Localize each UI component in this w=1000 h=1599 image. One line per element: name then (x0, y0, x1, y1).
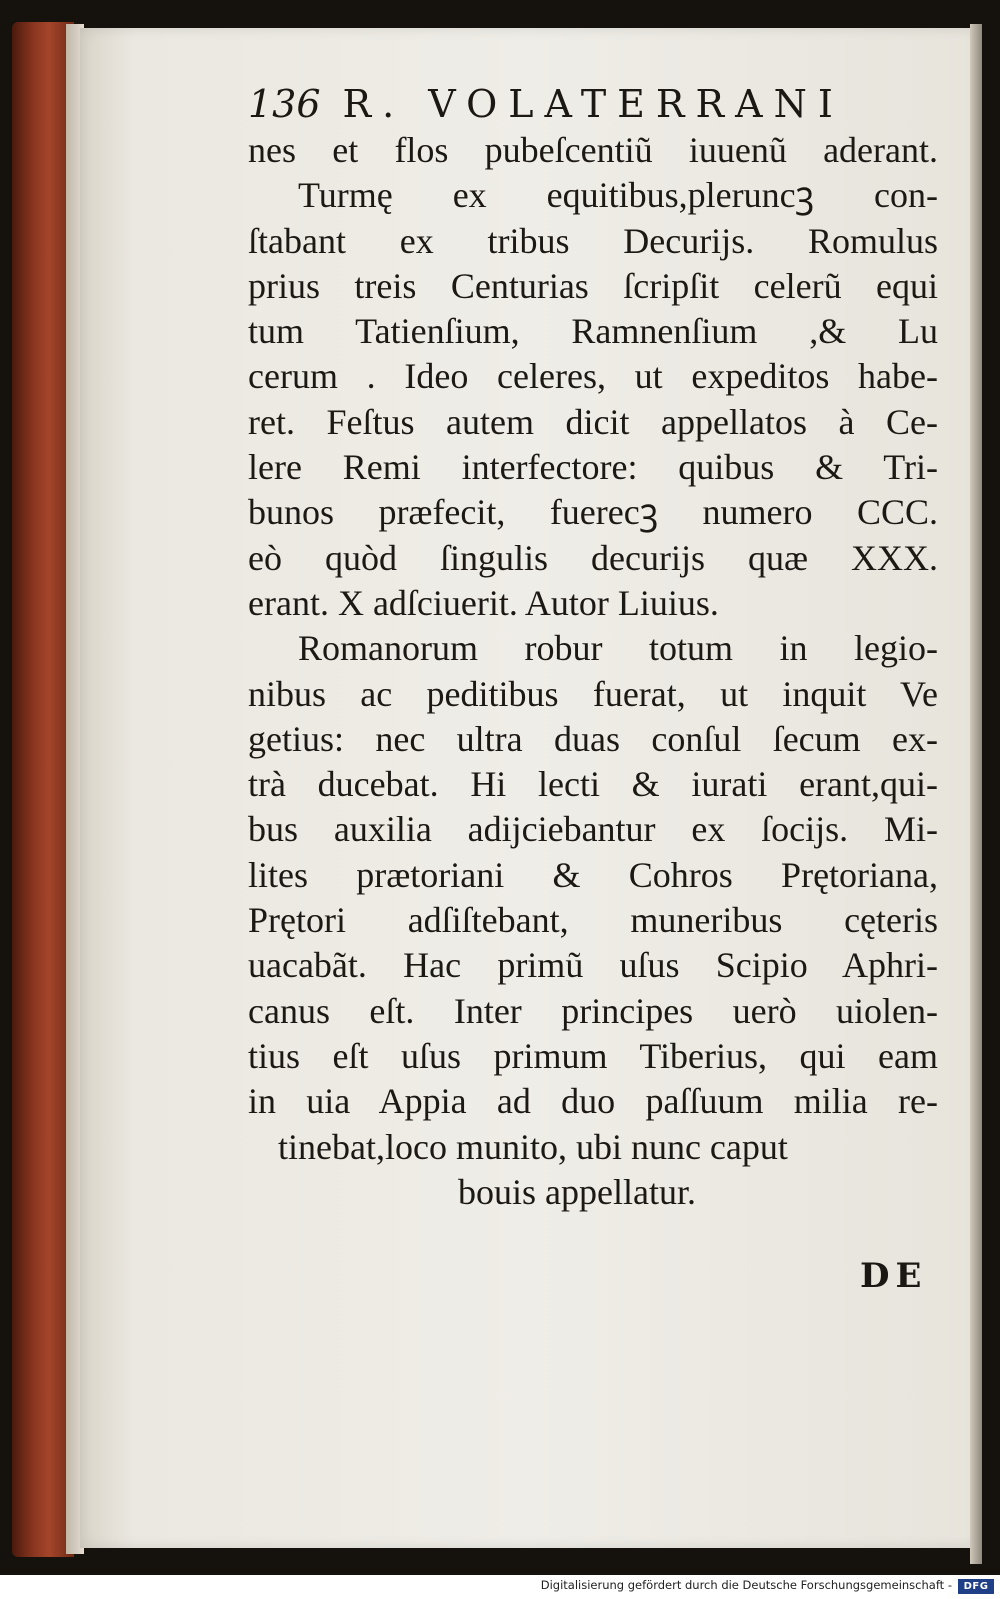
text-line: cerum . Ideo celeres, ut expeditos habe- (248, 356, 938, 397)
text-line: ret. Feſtus autem dicit appellatos à Ce- (248, 401, 938, 442)
text-line: Turmę ex equitibus,pleruncꝫ con- (298, 175, 938, 216)
funding-credit: Digitalisierung gefördert durch die Deutsche Forschungsgemeinschaft - (540, 1578, 952, 1592)
text-line: in uia Appia ad duo paſſuum milia re- (248, 1081, 938, 1122)
text-line: bus auxilia adijciebantur ex ſocijs. Mi- (248, 809, 938, 850)
page-number: 136 (248, 82, 321, 126)
text-line: tum Tatienſium, Ramnenſium ,& Lu (248, 311, 938, 352)
text-line: tinebat,loco munito, ubi nunc caput (278, 1126, 788, 1167)
text-line: ſtabant ex tribus Decurijs. Romulus (248, 220, 938, 261)
text-line: lere Remi interfectore: quibus & Tri- (248, 447, 938, 488)
text-line: nibus ac peditibus fuerat, ut inquit Ve (248, 673, 938, 714)
running-title: R. VOLATERRANI (342, 82, 844, 126)
page-fore-edge (970, 24, 982, 1564)
text-line: erant. X adſciuerit. Autor Liuius. (248, 582, 719, 623)
text-line: getius: nec ultra duas conſul ſecum ex- (248, 718, 938, 759)
text-line: prius treis Centurias ſcripſit celerũ equi (248, 265, 938, 306)
book-spine (12, 22, 74, 1557)
text-line: trà ducebat. Hi lecti & iurati erant,qui- (248, 764, 938, 805)
catchword: DE (860, 1256, 928, 1296)
text-line: bouis appellatur. (458, 1171, 696, 1212)
body-text (248, 128, 938, 1215)
running-head (248, 82, 844, 126)
text-line: canus eſt. Inter principes uerò uiolen- (248, 990, 938, 1031)
text-line: Prętori adſiſtebant, muneribus cęteris (248, 900, 938, 941)
dfg-logo: DFG (958, 1579, 994, 1594)
text-line: uacabãt. Hac primũ uſus Scipio Aphri- (248, 945, 938, 986)
text-line: eò quòd ſingulis decurijs quæ XXX. (248, 537, 938, 578)
digitization-footer (0, 1575, 1000, 1599)
text-line: nes et flos pubeſcentiũ iuuenũ aderant. (248, 130, 938, 170)
text-line: lites prætoriani & Cohros Prętoriana, (248, 854, 938, 895)
text-line: tius eſt uſus primum Tiberius, qui eam (248, 1035, 938, 1076)
text-line: Romanorum robur totum in legio- (298, 628, 938, 669)
text-line: bunos præfecit, fuerecꝫ numero CCC. (248, 492, 938, 533)
